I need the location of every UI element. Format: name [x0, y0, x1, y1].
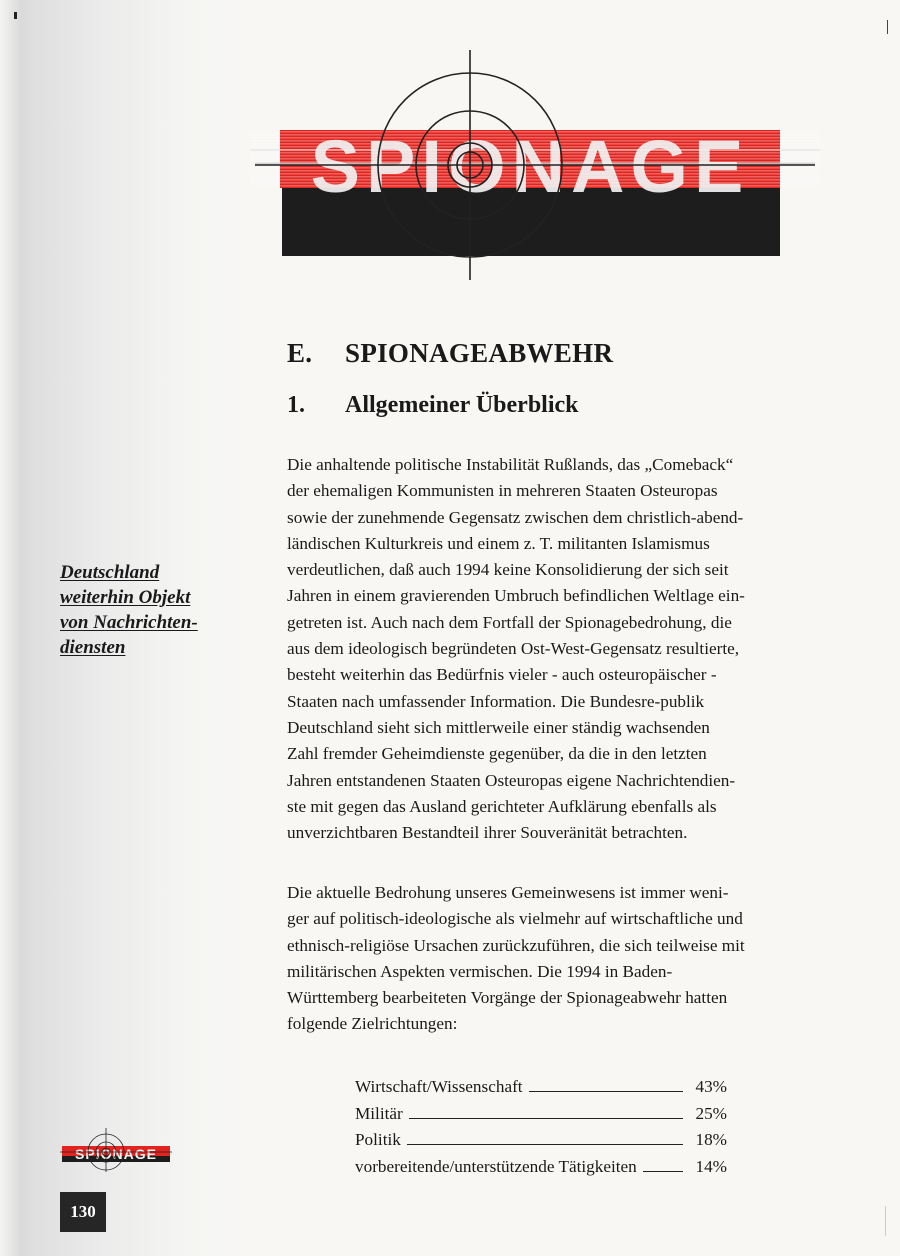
small-logo-word: SPIONAGE [75, 1146, 157, 1162]
section-title: Allgemeiner Überblick [345, 392, 579, 418]
stat-row [355, 1101, 727, 1128]
stat-value: 43% [695, 1077, 727, 1096]
margin-note-line: weiterhin Objekt [60, 587, 191, 608]
chapter-title: SPIONAGEABWEHR [345, 338, 614, 368]
logo-word: SPIONAGE [310, 125, 750, 208]
margin-note-line: diensten [60, 637, 126, 658]
page-edge-shadow [0, 0, 22, 1256]
leader-line [407, 1143, 683, 1145]
stat-label: Militär [355, 1103, 403, 1123]
crop-mark [885, 1206, 886, 1236]
stat-label: Politik [355, 1130, 401, 1149]
chapter-number: E. [287, 338, 313, 368]
leader-line [529, 1090, 683, 1092]
leader-line [643, 1170, 683, 1172]
stat-row [355, 1154, 727, 1181]
margin-note-line: von Nachrichten- [60, 612, 198, 633]
stat-label: Wirtschaft/Wissenschaft [355, 1077, 523, 1096]
page-number: 130 [60, 1192, 106, 1232]
margin-note [60, 560, 240, 660]
section-heading [287, 392, 579, 419]
section-number: 1. [287, 392, 305, 418]
stat-row [355, 1127, 727, 1154]
stat-row [355, 1074, 727, 1101]
margin-note-line: Deutschland [60, 562, 160, 583]
leader-line [409, 1117, 683, 1119]
crop-mark [887, 20, 888, 34]
stat-value: 25% [695, 1103, 727, 1123]
spionage-small-logo [60, 1126, 172, 1172]
body-paragraph: Die anhaltende politische Instabilität Rußlands, das „Comeback“ der ehemaligen Kommunisten in mehreren Staaten Osteuropas sowie der zunehmende Gegensatz zwischen dem christlich-abend- ländischen Kulturkreis und einem z. T. militanten Islamismus verdeutlichen, daß auch 1994 keine Konsolidierung der sich seit Jahren in einem gravierenden Umbruch befindlichen Weltlage ein- getreten ist. Auch nach dem Fortfall der Spionagebedrohung, die aus dem ideologisch begründeten Ost-West-Gegensatz resultierte, besteht weiterhin das Bedürfnis vieler - auch osteuropäischer - Staaten nach umfassender Information. Die Bundesre-publik Deutschland sieht sich mittlerweile einer ständig wachsenden Zahl fremder Geheimdienste gegenüber, da die in den letzten Jahren entstandenen Staaten Osteuropas eigene Nachrichtendien- ste mit gegen das Ausland gerichteter Aufklärung ebenfalls als unverzichtbaren Bestandteil ihrer Souveränität betrachten. [287, 455, 745, 843]
stat-label: vorbereitende/unterstützende Tätigkeiten [355, 1156, 637, 1176]
body-paragraph: Die aktuelle Bedrohung unseres Gemeinwesens ist immer weni- ger auf politisch-ideologische als vielmehr auf wirtschaftliche und ethnisch-religiöse Ursachen zurückzuführen, die sich teilweise mit militärischen Aspekten vermischen. Die 1994 in Baden- Württemberg bearbeiteten Vorgänge der Spionageabwehr hatten folgende Zielrichtungen: [287, 883, 745, 1034]
chapter-heading [287, 338, 613, 369]
spionage-logo [250, 50, 820, 290]
corner-mark [14, 12, 17, 19]
stat-value: 18% [695, 1130, 727, 1149]
stat-value: 14% [695, 1156, 727, 1176]
target-statistics-list [355, 1074, 727, 1180]
